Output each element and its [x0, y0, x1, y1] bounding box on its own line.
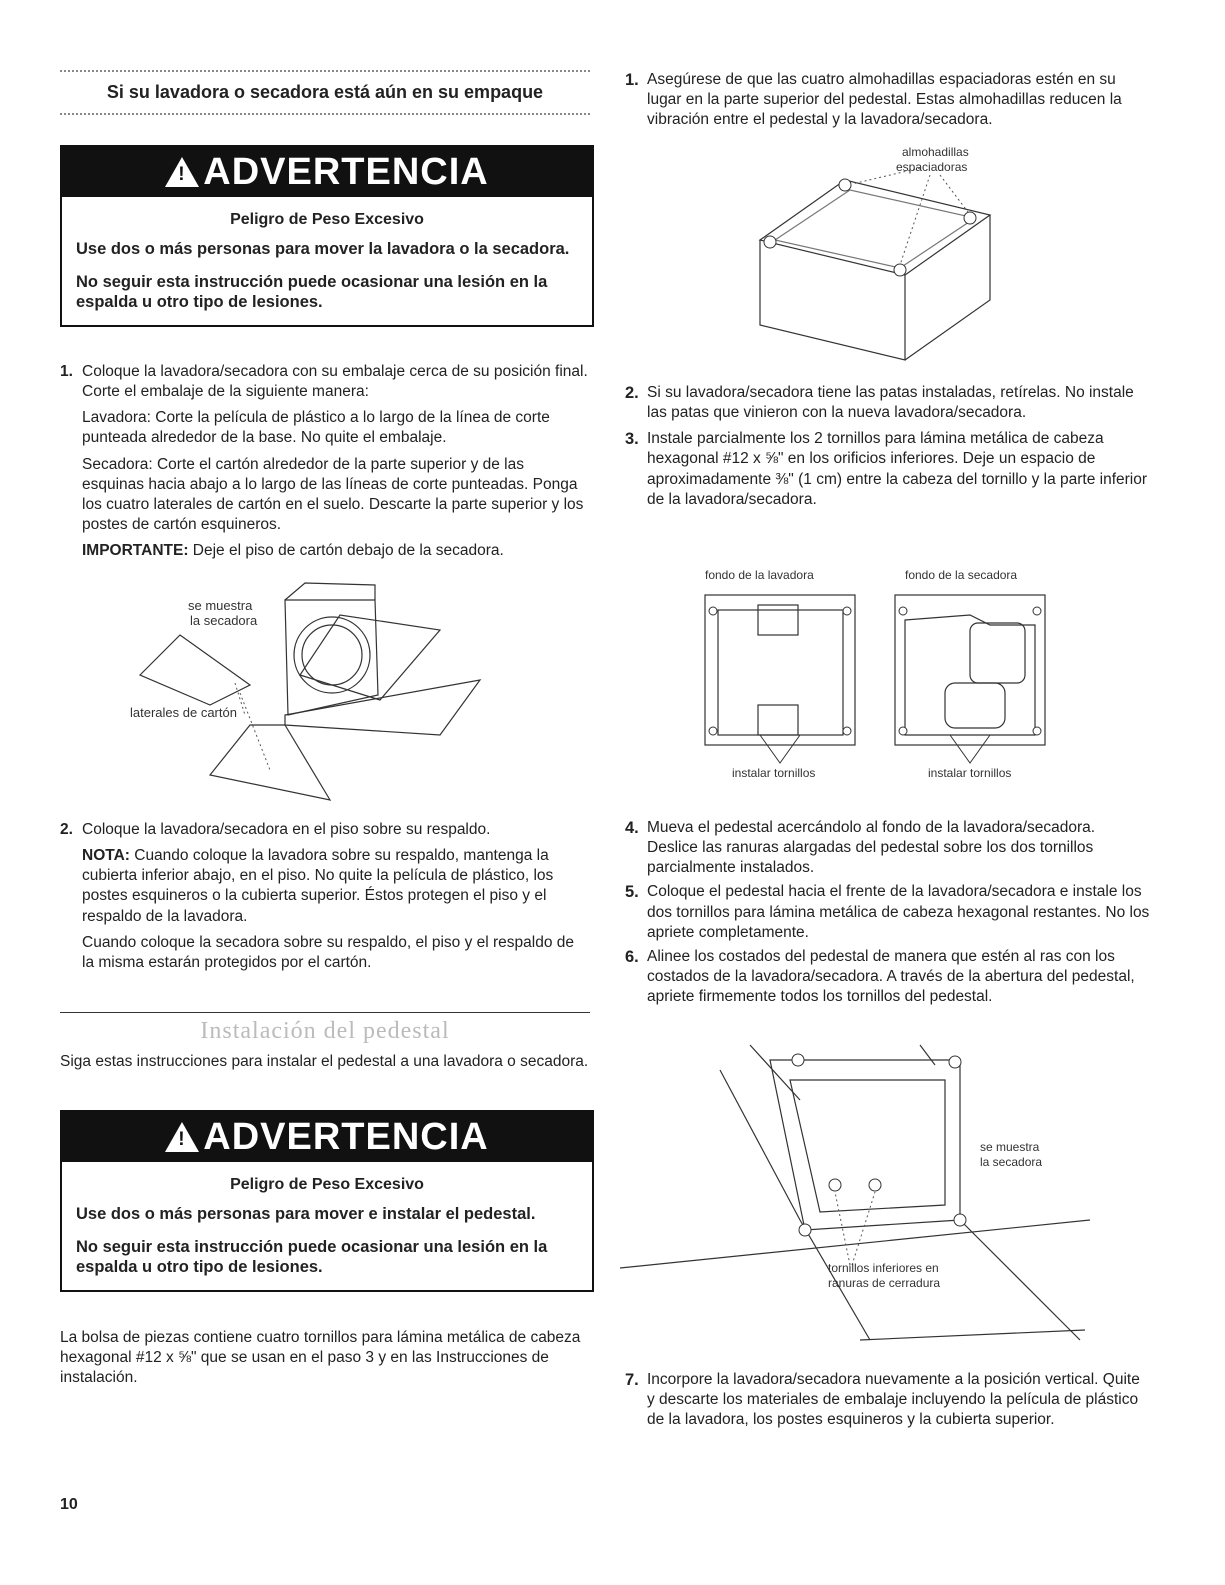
step-text: Alinee los costados del pedestal de manera que estén al ras con los costados de la lavadora/secadora. A través de la abertura del pedestal, apriete firmemente todos los tornillos del pedestal. [647, 947, 1135, 1006]
right-step-7 [625, 1370, 1150, 1430]
step-text: Coloque la lavadora/secadora en el piso sobre su respaldo. [82, 821, 491, 838]
step-2 [60, 820, 590, 973]
screw-hole [829, 1179, 841, 1191]
washer-bottom [705, 595, 855, 745]
figure-label: se muestra [980, 1140, 1040, 1154]
step-6 [625, 947, 1150, 1007]
step-number: 5. [625, 883, 639, 902]
dryer-door [294, 617, 370, 693]
subsection-title: Si su lavadora o secadora está aún en su empaque [106, 82, 544, 102]
step-5 [625, 882, 1150, 942]
step-number: 6. [625, 947, 639, 966]
important-note [82, 541, 590, 561]
step-1 [625, 70, 1150, 130]
step-text: Coloque la lavadora/secadora con su embalaje cerca de su posición final. Corte el embalaje de la siguiente manera: [82, 363, 588, 401]
screw-hole [869, 1179, 881, 1191]
left-steps-top [60, 362, 590, 561]
pedestal-frame [770, 1060, 960, 1230]
step-4 [625, 818, 1150, 878]
left-steps-mid [60, 820, 590, 973]
warning-consequence: No seguir esta instrucción puede ocasionar una lesión en la espalda u otro tipo de lesiones. [76, 272, 548, 312]
note-label: NOTA: [82, 847, 130, 865]
dotted-rule [60, 113, 590, 117]
hazard-title: Peligro de Peso Excesivo [230, 211, 424, 228]
right-steps-4-6 [625, 818, 1150, 1007]
warning-banner [62, 1112, 592, 1162]
warning-banner [62, 147, 592, 197]
note [82, 846, 590, 927]
figure-label: la secadora [980, 1155, 1043, 1169]
section-intro: Siga estas instrucciones para instalar el pedestal a una lavadora o secadora. [60, 1053, 589, 1070]
figure-label: fondo de la secadora [905, 568, 1018, 582]
step-number: 3. [625, 430, 639, 449]
step-number: 2. [60, 821, 73, 838]
step-number: 1. [60, 363, 73, 380]
right-step-1 [625, 70, 1150, 130]
figure-label: tornillos inferiores en [828, 1261, 939, 1275]
step-7 [625, 1370, 1150, 1430]
warning-triangle-icon: ! [165, 1122, 199, 1152]
step-number: 4. [625, 819, 639, 837]
pedestal-install-figure [620, 1040, 1090, 1360]
step-paragraph-dryer: Secadora: Corte el cartón alrededor de la parte superior y de las esquinas hacia abajo a lo largo de las líneas de corte punteadas. Ponga los cuatro laterales de cartón en el suelo. Descarte la parte superior y los postes de cartón esquineros. [82, 455, 584, 533]
step-number: 2. [625, 384, 639, 402]
pedestal-pads-figure [740, 140, 1020, 365]
spacer-pad [764, 236, 776, 248]
spacer-pad [839, 179, 851, 191]
warning-box-weight [60, 145, 594, 327]
warning-triangle-icon: ! [165, 157, 199, 187]
figure-label: instalar tornillos [732, 766, 816, 780]
figure-label: fondo de la lavadora [705, 568, 814, 582]
step-text: Coloque el pedestal hacia el frente de la lavadora/secadora e instale los dos tornillos para lámina metálica de cabeza hexagonal restantes. No los apriete completamente. [647, 883, 1150, 941]
step-3 [625, 429, 1150, 510]
dotted-rule [60, 70, 590, 74]
figure-label: ranuras de cerradura [828, 1276, 941, 1290]
figure-label: la secadora [190, 613, 258, 628]
warning-instruction: Use dos o más personas para mover e instalar el pedestal. [76, 1205, 536, 1223]
figure-label: laterales de cartón [130, 705, 237, 720]
step-paragraph: Cuando coloque la secadora sobre su respaldo, el piso y el respaldo de la misma estarán protegidos por el cartón. [82, 933, 575, 971]
warning-consequence: No seguir esta instrucción puede ocasionar una lesión en la espalda u otro tipo de lesiones. [76, 1237, 548, 1277]
figure-label: se muestra [188, 598, 253, 613]
spacer-pad [894, 264, 906, 276]
figure-label: espaciadoras [896, 160, 968, 174]
warning-banner-text: ADVERTENCIA [203, 1115, 489, 1158]
spacer-pad [964, 212, 976, 224]
warning-banner-text: ADVERTENCIA [203, 150, 489, 193]
parts-bag-text: La bolsa de piezas contiene cuatro tornillos para lámina metálica de cabeza hexagonal #12 x ⅝" que se usan en el paso 3 y en las Instrucciones de instalación. [60, 1329, 581, 1387]
step-1 [60, 362, 590, 561]
warning-box-weight-pedestal [60, 1110, 594, 1292]
warning-instruction: Use dos o más personas para mover la lavadora o la secadora. [76, 240, 570, 258]
important-text: Deje el piso de cartón debajo de la secadora. [188, 542, 504, 560]
step-text: Incorpore la lavadora/secadora nuevamente a la posición vertical. Quite y descarte los materiales de embalaje incluyendo la película de plástico de la lavadora, los postes esquineros y la cubierta superior. [647, 1371, 1140, 1429]
carton-side-left [140, 635, 250, 705]
step-text: Si su lavadora/secadora tiene las patas instaladas, retírelas. No instale las patas que vinieron con la nueva lavadora/secadora. [647, 384, 1134, 422]
figure-label: almohadillas [902, 145, 969, 159]
carton-side-front [210, 725, 330, 800]
note-text: Cuando coloque la lavadora sobre su respaldo, mantenga la cubierta inferior abajo, en el piso. No quite la película de plástico, los postes esquineros o la cubierta superior. Éstos protegen el piso y el respaldo de la lavadora. [82, 847, 554, 925]
subsection-header [60, 70, 590, 117]
hazard-title: Peligro de Peso Excesivo [230, 1176, 424, 1193]
page-number: 10 [60, 1496, 78, 1513]
machine-bottoms-figure [700, 565, 1060, 785]
dryer-carton-figure [110, 575, 510, 805]
figure-label: instalar tornillos [928, 766, 1012, 780]
step-number: 1. [625, 71, 639, 89]
step-2 [625, 383, 1150, 423]
step-text: Instale parcialmente los 2 tornillos para lámina metálica de cabeza hexagonal #12 x ⅝" en los orificios inferiores. Deje un espacio de aproximadamente ⅜" (1 cm) entre la cabeza del tornillo y la parte inferior de la lavadora/secadora. [647, 430, 1148, 508]
step-number: 7. [625, 1371, 639, 1389]
right-steps-2-3 [625, 383, 1150, 510]
section-divider [60, 1012, 590, 1013]
step-text: Mueva el pedestal acercándolo al fondo de la lavadora/secadora. Deslice las ranuras alargadas del pedestal sobre los dos tornillos parcialmente instalados. [647, 819, 1096, 877]
important-label: IMPORTANTE: [82, 542, 189, 560]
section-title: Instalación del pedestal [200, 1018, 450, 1044]
step-paragraph-washer: Lavadora: Corte la película de plástico a lo largo de la línea de corte punteada alrededor de la base. No quite el embalaje. [82, 409, 550, 447]
step-text: Asegúrese de que las cuatro almohadillas espaciadoras estén en su lugar en la parte superior del pedestal. Estas almohadillas reducen la vibración entre el pedestal y la lavadora/secadora. [647, 71, 1122, 129]
